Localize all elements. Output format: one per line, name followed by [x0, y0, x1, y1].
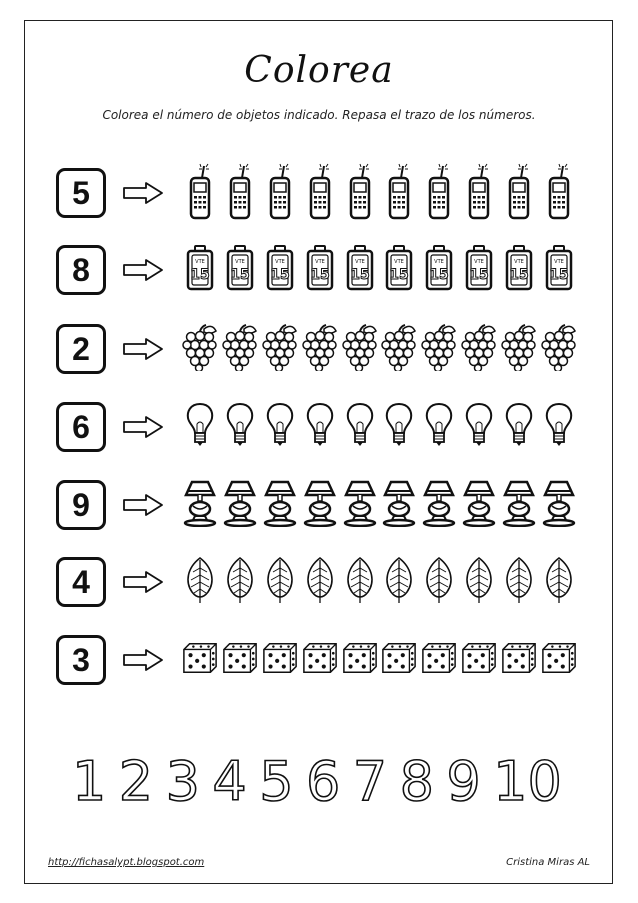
svg-text:VTE: VTE: [394, 259, 405, 265]
grapes-icon[interactable]: [421, 317, 457, 377]
walkie-talkie-icon[interactable]: [342, 161, 378, 221]
battery-icon[interactable]: [302, 238, 338, 298]
grapes-icon[interactable]: [262, 317, 298, 377]
walkie-talkie-icon[interactable]: [541, 161, 577, 221]
grapes-icon[interactable]: [381, 317, 417, 377]
lamp-icon[interactable]: [421, 473, 457, 533]
svg-text:15: 15: [190, 267, 210, 283]
leaf-icon[interactable]: [461, 550, 497, 610]
leaf-icon[interactable]: [541, 550, 577, 610]
walkie-talkie-icon[interactable]: [222, 161, 258, 221]
arrow-right-icon: [122, 415, 164, 443]
walkie-talkie-icon[interactable]: [421, 161, 457, 221]
leaf-icon[interactable]: [501, 550, 537, 610]
svg-text:15: 15: [469, 267, 489, 283]
trace-number[interactable]: 4: [212, 750, 247, 813]
dice-icon[interactable]: [381, 628, 417, 688]
grapes-icon[interactable]: [222, 317, 258, 377]
trace-number[interactable]: 9: [446, 750, 481, 813]
number-box: 5: [56, 168, 106, 218]
light-bulb-icon[interactable]: [461, 395, 497, 455]
light-bulb-icon[interactable]: [182, 395, 218, 455]
trace-number[interactable]: 8: [399, 750, 434, 813]
svg-text:15: 15: [509, 267, 529, 283]
lamp-icon[interactable]: [541, 473, 577, 533]
footer-author: Cristina Miras AL: [506, 857, 590, 868]
grapes-icon[interactable]: [501, 317, 537, 377]
light-bulb-icon[interactable]: [342, 395, 378, 455]
arrow-right-icon: [122, 181, 164, 209]
light-bulb-icon[interactable]: [381, 395, 417, 455]
dice-icon[interactable]: [182, 628, 218, 688]
number-box: 4: [56, 557, 106, 607]
walkie-talkie-icon[interactable]: [302, 161, 338, 221]
battery-icon[interactable]: [421, 238, 457, 298]
lamp-icon[interactable]: [262, 473, 298, 533]
object-group: [182, 158, 577, 224]
leaf-icon[interactable]: [182, 550, 218, 610]
page-title: Colorea: [244, 50, 394, 91]
grapes-icon[interactable]: [461, 317, 497, 377]
tracing-numbers: [72, 752, 562, 812]
exercise-row: [56, 557, 576, 613]
leaf-icon[interactable]: [421, 550, 457, 610]
grapes-icon[interactable]: [541, 317, 577, 377]
exercise-row: [56, 635, 576, 691]
trace-number[interactable]: 3: [165, 750, 200, 813]
arrow-right-icon: [122, 337, 164, 365]
arrow-right-icon: [122, 493, 164, 521]
dice-icon[interactable]: [541, 628, 577, 688]
trace-number[interactable]: 5: [259, 750, 294, 813]
svg-text:VTE: VTE: [195, 259, 205, 265]
exercise-row: [56, 245, 576, 301]
svg-text:15: 15: [429, 267, 449, 283]
svg-text:15: 15: [270, 267, 290, 283]
number-box: 3: [56, 635, 106, 685]
battery-icon[interactable]: [342, 238, 378, 298]
number-box: 9: [56, 480, 106, 530]
dice-icon[interactable]: [461, 628, 497, 688]
number-box: 2: [56, 324, 106, 374]
dice-icon[interactable]: [421, 628, 457, 688]
svg-text:VTE: VTE: [314, 259, 325, 265]
object-group: [182, 625, 577, 691]
walkie-talkie-icon[interactable]: [501, 161, 537, 221]
battery-icon[interactable]: [182, 238, 218, 298]
svg-text:VTE: VTE: [354, 259, 365, 265]
dice-icon[interactable]: [501, 628, 537, 688]
svg-text:VTE: VTE: [235, 259, 245, 265]
leaf-icon[interactable]: [222, 550, 258, 610]
arrow-right-icon: [122, 258, 164, 286]
battery-icon[interactable]: [381, 238, 417, 298]
battery-icon[interactable]: [541, 238, 577, 298]
svg-text:VTE: VTE: [274, 259, 285, 265]
arrow-right-icon: [122, 570, 164, 598]
svg-text:VTE: VTE: [554, 259, 564, 265]
svg-text:15: 15: [549, 267, 569, 283]
trace-number[interactable]: 7: [352, 750, 388, 813]
number-box: 8: [56, 245, 106, 295]
footer-url[interactable]: http://fichasalypt.blogspot.com: [48, 857, 205, 868]
trace-number[interactable]: 1: [72, 750, 107, 813]
light-bulb-icon[interactable]: [222, 395, 258, 455]
dice-icon[interactable]: [222, 628, 258, 688]
walkie-talkie-icon[interactable]: [262, 161, 298, 221]
lamp-icon[interactable]: [381, 473, 417, 533]
walkie-talkie-icon[interactable]: [182, 161, 218, 221]
light-bulb-icon[interactable]: [262, 395, 298, 455]
lamp-icon[interactable]: [302, 473, 338, 533]
svg-text:15: 15: [389, 267, 410, 283]
number-box: 6: [56, 402, 106, 452]
trace-number[interactable]: 10: [493, 750, 562, 813]
svg-text:VTE: VTE: [474, 259, 484, 265]
light-bulb-icon[interactable]: [501, 395, 537, 455]
object-group: [182, 470, 577, 536]
exercise-row: [56, 168, 576, 224]
svg-text:VTE: VTE: [514, 259, 524, 265]
dice-icon[interactable]: [342, 628, 378, 688]
battery-icon[interactable]: [262, 238, 298, 298]
battery-icon[interactable]: [222, 238, 258, 298]
object-group: [182, 314, 577, 380]
exercise-row: [56, 402, 576, 458]
object-group: [182, 235, 577, 301]
leaf-icon[interactable]: [381, 550, 417, 610]
leaf-icon[interactable]: [342, 550, 378, 610]
leaf-icon[interactable]: [262, 550, 298, 610]
svg-text:15: 15: [309, 267, 330, 283]
trace-number[interactable]: 6: [305, 750, 341, 813]
grapes-icon[interactable]: [342, 317, 378, 377]
svg-text:15: 15: [349, 267, 370, 283]
grapes-icon[interactable]: [302, 317, 338, 377]
walkie-talkie-icon[interactable]: [381, 161, 417, 221]
grapes-icon[interactable]: [182, 317, 218, 377]
light-bulb-icon[interactable]: [421, 395, 457, 455]
lamp-icon[interactable]: [182, 473, 218, 533]
walkie-talkie-icon[interactable]: [461, 161, 497, 221]
battery-icon[interactable]: [501, 238, 537, 298]
object-group: [182, 547, 577, 613]
object-group: [182, 392, 577, 458]
svg-text:VTE: VTE: [434, 259, 445, 265]
instructions: Colorea el número de objetos indicado. Repasa el trazo de los números.: [102, 108, 536, 122]
svg-text:15: 15: [230, 267, 250, 283]
lamp-icon[interactable]: [461, 473, 497, 533]
lamp-icon[interactable]: [501, 473, 537, 533]
lamp-icon[interactable]: [222, 473, 258, 533]
arrow-right-icon: [122, 648, 164, 676]
leaf-icon[interactable]: [302, 550, 338, 610]
light-bulb-icon[interactable]: [541, 395, 577, 455]
light-bulb-icon[interactable]: [302, 395, 338, 455]
lamp-icon[interactable]: [342, 473, 378, 533]
exercise-row: [56, 480, 576, 536]
exercise-row: [56, 324, 576, 380]
dice-icon[interactable]: [262, 628, 298, 688]
trace-number[interactable]: 2: [118, 750, 154, 813]
dice-icon[interactable]: [302, 628, 338, 688]
battery-icon[interactable]: [461, 238, 497, 298]
